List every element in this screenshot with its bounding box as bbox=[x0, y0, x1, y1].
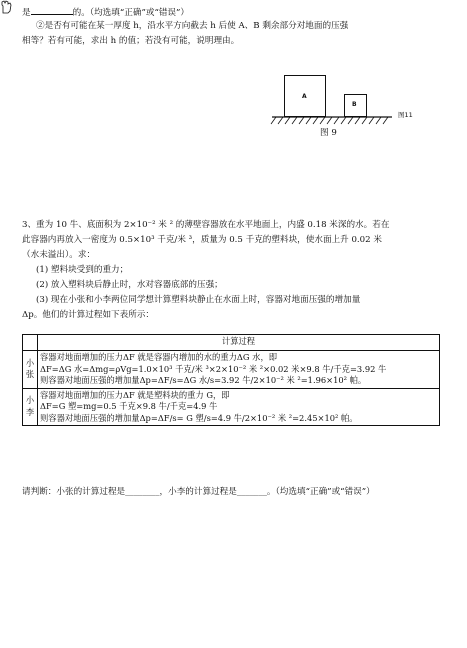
row-content-zhang bbox=[38, 351, 440, 389]
ground-hatch bbox=[270, 116, 395, 126]
answer-suffix: 的。（均选填“正确”或“错误”） bbox=[72, 8, 190, 18]
figure-caption: 图 9 bbox=[320, 128, 337, 138]
p3-item3-cont: Δp。他们的计算过程如下表所示： bbox=[22, 310, 155, 320]
zhang-line3: 则容器对地面压强的增加量Δp=ΔF/s=ΔG 水/s=3.92 牛/2×10⁻² 米 ²=1.96×10² 帕。 bbox=[40, 375, 367, 385]
zhang-line2: ΔF=ΔG 水=Δmg=ρVg=1.0×10³ 千克/米 ³×2×10⁻² 米 ²×0.02 米×9.8 牛/千克=3.92 牛 bbox=[40, 363, 387, 374]
block-b bbox=[344, 94, 367, 117]
p3-line1: 3、重为 10 牛、底面积为 2×10⁻² 米 ² 的薄壁容器放在水平地面上，内盛 0.18 米深的水。若在 bbox=[22, 220, 390, 230]
p3-line2: 此容器内再放入一密度为 0.5×10³ 千克/米 ³，质量为 0.5 千克的塑料块，使水面上升 0.02 米 bbox=[22, 235, 382, 245]
p3-line3: （水未溢出）。求： bbox=[22, 250, 96, 260]
name-char-1: 小 bbox=[25, 395, 35, 406]
row-name-zhang bbox=[23, 351, 38, 389]
calculation-table bbox=[22, 334, 440, 426]
judgement-line: 请判断：小张的计算过程是________，小李的计算过程是_______。（均选填“正确”或“错误”） bbox=[22, 487, 375, 497]
table-corner bbox=[23, 335, 38, 351]
answer-prefix: 是 bbox=[22, 8, 31, 18]
name-char-1: 小 bbox=[25, 357, 35, 368]
p3-item3: (3) 现在小张和小李两位同学想计算塑料块静止在水面上时，容器对地面压强的增加量 bbox=[36, 295, 361, 305]
answer-blank bbox=[31, 6, 73, 15]
figure-tag: 图11 bbox=[398, 111, 413, 119]
row-content-li bbox=[38, 388, 440, 426]
figure-blocks bbox=[270, 70, 420, 145]
row-name-li bbox=[23, 388, 38, 426]
li-line3: 则容器对地面压强的增加量Δp=ΔF/s= G 塑/s=4.9 牛/2×10⁻² 米 ²=2.45×10² 帕。 bbox=[40, 412, 358, 423]
zhang-line1: 容器对地面增加的压力ΔF 就是容器内增加的水的重力ΔG 水，即 bbox=[40, 352, 278, 362]
name-char-2: 李 bbox=[25, 406, 35, 417]
p3-item2: (2) 放入塑料块后静止时，水对容器底部的压强； bbox=[36, 280, 223, 290]
p3-item1: (1) 塑料块受到的重力； bbox=[36, 265, 129, 275]
table-row-li bbox=[23, 388, 440, 426]
q2-line1: ②是否有可能在某一厚度 h，沿水平方向截去 h 后使 A、B 剩余部分对地面的压强 bbox=[36, 21, 349, 31]
name-char-2: 张 bbox=[25, 369, 35, 380]
previous-answer-line bbox=[22, 6, 189, 19]
block-a-label: A bbox=[302, 93, 307, 100]
block-b-label: B bbox=[352, 101, 357, 108]
table-header: 计算过程 bbox=[38, 335, 440, 351]
q2-line2: 相等？若有可能，求出 h 的值；若没有可能，说明理由。 bbox=[22, 36, 240, 46]
li-line2: ΔF=G 塑=mg=0.5 千克×9.8 牛/千克=4.9 牛 bbox=[40, 401, 218, 411]
li-line1: 容器对地面增加的压力ΔF 就是塑料块的重力 G，即 bbox=[40, 389, 230, 400]
hand-cursor-icon bbox=[0, 0, 12, 14]
table-row-zhang bbox=[23, 351, 440, 389]
block-a bbox=[284, 75, 326, 117]
